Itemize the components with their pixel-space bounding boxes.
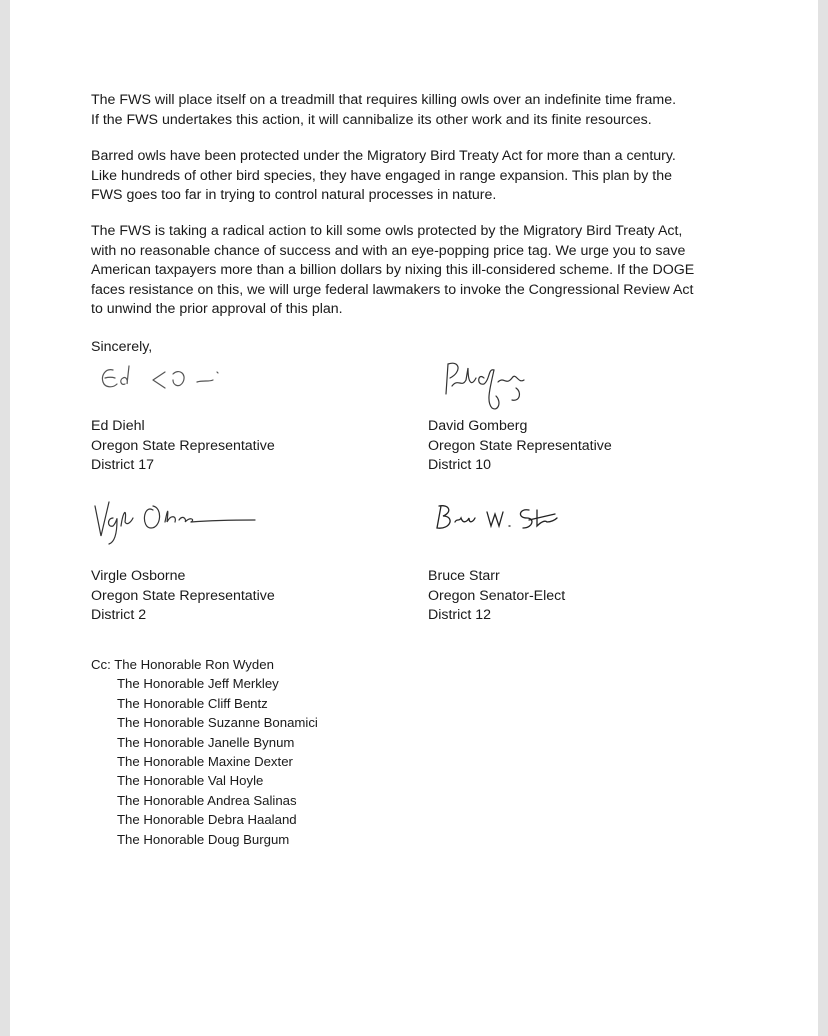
signatory-ed-diehl [91, 417, 391, 476]
signatory-district: District 2 [91, 607, 147, 623]
cc-recipient: The Honorable Debra Haaland [117, 812, 297, 828]
cc-list [91, 655, 318, 849]
david-gomberg-signature [432, 358, 532, 424]
cc-recipient: The Honorable Ron Wyden [114, 657, 274, 672]
paragraph-line: Barred owls have been protected under the Migratory Bird Treaty Act for more than a century. [91, 148, 676, 164]
paragraph-line: faces resistance on this, we will urge federal lawmakers to invoke the Congressional Review Act [91, 281, 694, 298]
paragraph-line: The FWS is taking a radical action to kill some owls protected by the Migratory Bird Treaty Act, [91, 223, 683, 239]
paragraph-3 [91, 222, 731, 320]
signatory-bruce-starr [428, 567, 728, 626]
signatory-district: District 17 [91, 457, 155, 473]
signatory-title: Oregon Senator-Elect [428, 587, 566, 604]
cc-recipient: The Honorable Janelle Bynum [117, 734, 295, 750]
paragraph-line: FWS goes too far in trying to control natural processes in nature. [91, 187, 497, 203]
paragraph-line: American taxpayers more than a billion dollars by nixing this ill-considered scheme. If the DOGE [91, 262, 695, 278]
signatory-title: Oregon State Representative [91, 437, 275, 454]
signatory-name: Ed Diehl [91, 418, 145, 434]
paragraph-1 [91, 91, 731, 130]
paragraph-2 [91, 147, 731, 206]
signatory-title: Oregon State Representative [91, 587, 275, 604]
cc-recipient: The Honorable Val Hoyle [117, 773, 264, 789]
signatory-name: Virgle Osborne [91, 568, 186, 584]
cc-recipient: The Honorable Cliff Bentz [117, 695, 268, 711]
cc-recipient: The Honorable Jeff Merkley [117, 676, 279, 692]
signatory-virgle-osborne [91, 567, 391, 626]
cc-label: Cc: [91, 657, 111, 672]
signatory-district: District 10 [428, 457, 492, 473]
cc-recipient: The Honorable Suzanne Bonamici [117, 715, 318, 731]
signatory-name: David Gomberg [428, 418, 528, 434]
cc-recipient: The Honorable Doug Burgum [117, 831, 290, 847]
paragraph-line: with no reasonable chance of success and with an eye-popping price tag. We urge you to save [91, 242, 686, 259]
cc-recipient: The Honorable Andrea Salinas [117, 792, 297, 808]
cc-recipient: The Honorable Maxine Dexter [117, 754, 293, 770]
virgle-osborne-signature [87, 492, 257, 548]
signatory-district: District 12 [428, 607, 492, 623]
signatory-david-gomberg [428, 417, 728, 476]
ed-diehl-signature [95, 360, 225, 396]
paragraph-line: The FWS will place itself on a treadmill that requires killing owls over an indefinite time frame. [91, 92, 677, 108]
closing-salutation: Sincerely, [91, 339, 153, 355]
paragraph-line: Like hundreds of other bird species, they have engaged in range expansion. This plan by the [91, 167, 673, 184]
paragraph-line: If the FWS undertakes this action, it will cannibalize its other work and its finite resources. [91, 111, 652, 128]
cc-first-line [91, 655, 318, 674]
bruce-starr-signature [425, 500, 565, 540]
paragraph-line: to unwind the prior approval of this plan. [91, 301, 343, 317]
signatory-name: Bruce Starr [428, 568, 500, 584]
signatory-title: Oregon State Representative [428, 437, 612, 454]
